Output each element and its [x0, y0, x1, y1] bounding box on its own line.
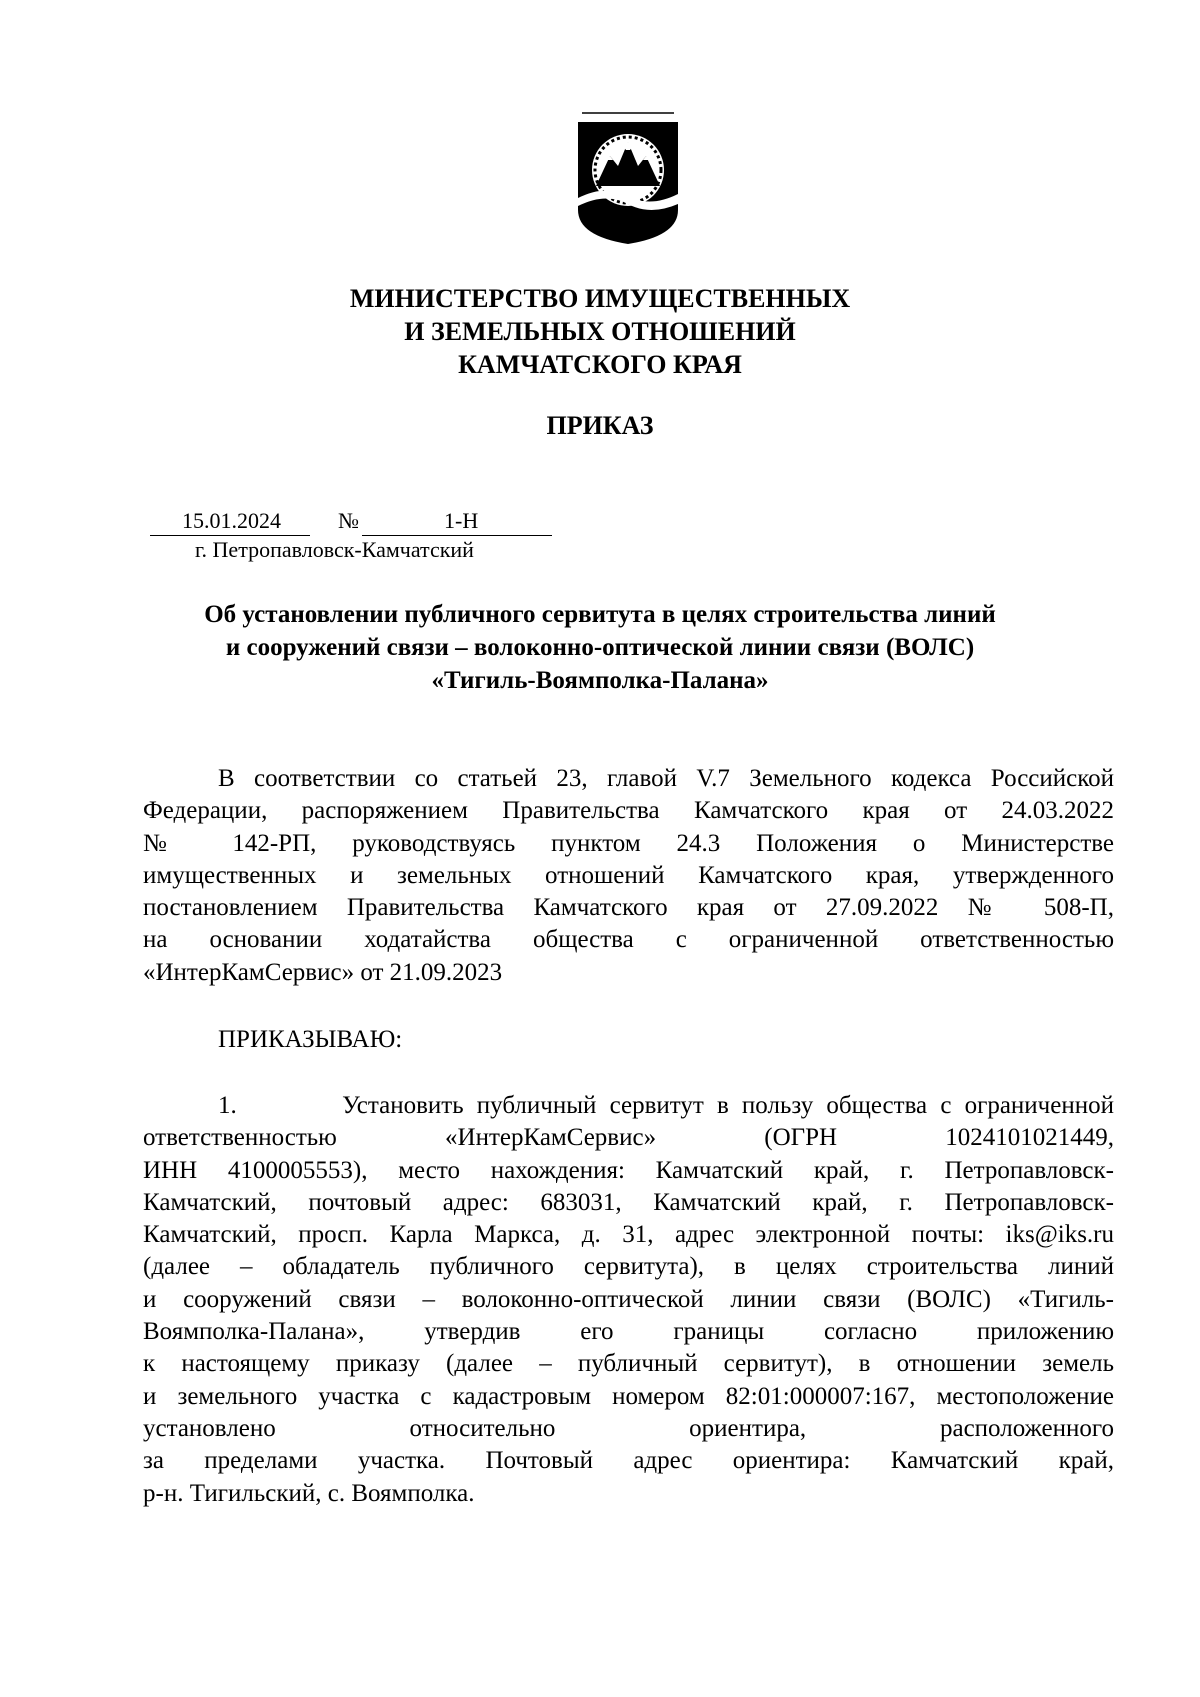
order-operative-word: ПРИКАЗЫВАЮ: — [218, 1026, 403, 1053]
preamble-line: «ИнтерКамСервис» от 21.09.2023 — [143, 958, 503, 986]
subject-line: Об установлении публичного сервитута в целях строительства линий — [204, 601, 996, 628]
item-line: Камчатский, просп. Карла Маркса, д. 31, адрес электронной почты: iks@iks.ru — [143, 1221, 1114, 1249]
order-date: 15.01.2024 — [182, 508, 281, 533]
item-line: за пределами участка. Почтовый адрес ориентира: Камчатский край, — [143, 1447, 1114, 1475]
number-underline — [362, 535, 552, 536]
document-type: ПРИКАЗ — [546, 411, 654, 440]
city: г. Петропавловск-Камчатский — [195, 537, 474, 562]
item-line: ИНН 4100005553), место нахождения: Камчатский край, г. Петропавловск- — [143, 1156, 1114, 1184]
document-subject — [130, 598, 1070, 697]
preamble-paragraph — [143, 763, 1114, 989]
coat-of-arms-emblem — [576, 112, 680, 246]
preamble-line: постановлением Правительства Камчатского края от 27.09.2022 № 508-П, — [143, 894, 1114, 922]
number-sign: № — [338, 508, 359, 533]
item-line: ответственностью «ИнтерКамСервис» (ОГРН 1024101021449, — [143, 1124, 1114, 1152]
item-line: р-н. Тигильский, с. Воямполка. — [143, 1479, 475, 1507]
item-line: (далее – обладатель публичного сервитута), в целях строительства линий — [143, 1253, 1114, 1281]
item-line: Воямполка-Палана», утвердив его границы согласно приложению — [143, 1318, 1114, 1346]
date-underline — [150, 535, 310, 536]
preamble-line: В соответствии со статьей 23, главой V.7 Земельного кодекса Российской — [218, 765, 1114, 792]
item-1-paragraph — [143, 1090, 1114, 1510]
subject-line: и сооружений связи – волоконно-оптической линии связи (ВОЛС) — [225, 634, 975, 661]
preamble-line: Федерации, распоряжением Правительства Камчатского края от 24.03.2022 — [143, 797, 1114, 825]
item-line: к настоящему приказу (далее – публичный сервитут), в отношении земель — [143, 1350, 1114, 1378]
subject-line: «Тигиль-Воямполка-Палана» — [431, 667, 769, 694]
item-line: и земельного участка с кадастровым номером 82:01:000007:167, местоположение — [143, 1382, 1114, 1410]
order-number: 1-Н — [444, 508, 479, 533]
org-line: МИНИСТЕРСТВО ИМУЩЕСТВЕННЫХ — [349, 284, 851, 313]
item-line: и сооружений связи – волоконно-оптической линии связи (ВОЛС) «Тигиль- — [143, 1285, 1114, 1313]
org-line: И ЗЕМЕЛЬНЫХ ОТНОШЕНИЙ — [404, 317, 796, 346]
issuing-authority — [0, 282, 1200, 381]
item-line: 1. Установить публичный сервитут в пользу общества с ограниченной — [218, 1092, 1114, 1119]
item-line: Камчатский, почтовый адрес: 683031, Камчатский край, г. Петропавловск- — [143, 1188, 1114, 1216]
preamble-line: имущественных и земельных отношений Камчатского края, утвержденного — [143, 861, 1114, 889]
item-line: установлено относительно ориентира, расположенного — [143, 1414, 1114, 1442]
org-line: КАМЧАТСКОГО КРАЯ — [458, 350, 742, 379]
preamble-line: № 142-РП, руководствуясь пунктом 24.3 Положения о Министерстве — [143, 829, 1114, 857]
preamble-line: на основании ходатайства общества с ограниченной ответственностью — [143, 926, 1114, 954]
